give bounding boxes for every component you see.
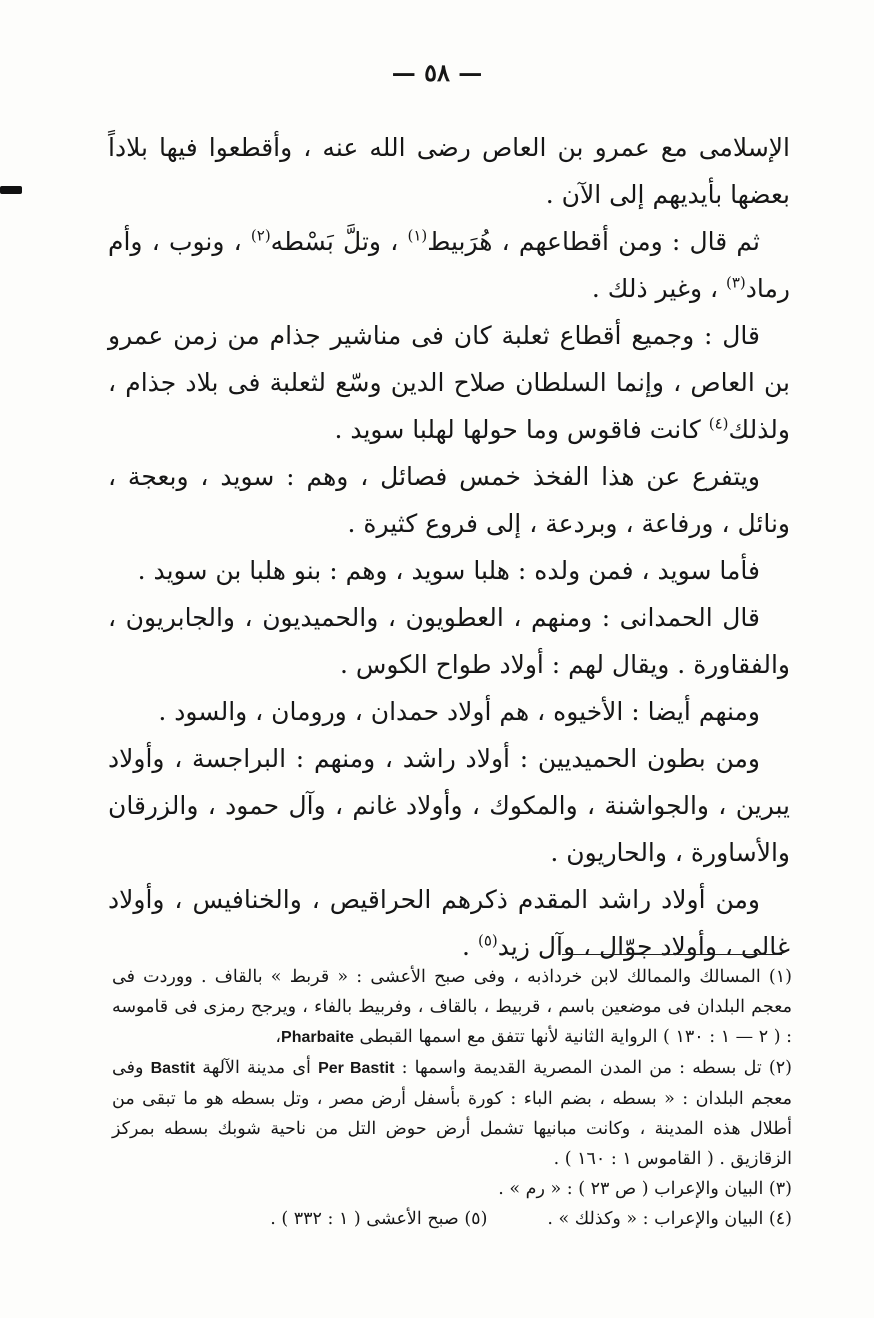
paragraph-3-text-start: قال : وجميع أقطاع ثعلبة كان فى مناشير جذام من زمن عمرو بن العاص ، وإنما السلطان صلاح الدين وسّع لثعلبة فى بلاد جذام ، ولذلك [108, 321, 790, 444]
footnote-2-text-end: وفى معجم البلدان : « بسطه ، بضم الباء : كورة بأسفل أرض مصر ، وتل بسطه هو ما تبقى من أطلال هذه المدينة ، وكانت مبانيها تشمل أرض حوض التل من ناحية شوبك بسطه بمركز الزقازيق . ( القاموس ١ : ١٦٠ ) . [112, 1058, 792, 1169]
paragraph-9-text-start: ومن أولاد راشد المقدم ذكرهم الحراقيص ، والخنافيس ، وأولاد غالى ، وأولاد جوّال ، وآل زيد [108, 885, 790, 961]
paragraph-1: الإسلامى مع عمرو بن العاص رضى الله عنه ، وأقطعوا فيها بلاداً بعضها بأيديهم إلى الآن . [108, 133, 790, 209]
scan-edge-mark [0, 186, 22, 194]
paragraph-8: ومن بطون الحميديين : أولاد راشد ، ومنهم : البراجسة ، وأولاد يبرين ، والجواشنة ، والمكوك ، وأولاد غانم ، وآل حمود ، والزرقان والأساورة ، والحاريون . [108, 744, 790, 867]
footnote-5: (٥) صبح الأعشى ( ١ : ٣٣٢ ) . [270, 1209, 488, 1229]
paragraph-3-text-end: كانت فاقوس وما حولها لهلبا سويد . [334, 415, 709, 444]
footnotes [112, 962, 792, 1234]
footnote-2 [112, 1053, 792, 1174]
paragraph-9 [108, 876, 790, 970]
footnote-ref-2[interactable]: (٢) [250, 226, 271, 245]
footnote-row-4-5 [112, 1204, 792, 1234]
footnote-1-latin: Pharbaite [281, 1029, 354, 1046]
footnote-2-latin-1: Per Bastit [318, 1060, 395, 1077]
footnote-2-text-start: (٢) تل بسطه : من المدن المصرية القديمة واسمها : [401, 1058, 792, 1078]
footnote-ref-4[interactable]: (٤) [708, 414, 729, 433]
footnote-ref-1[interactable]: (١) [407, 226, 428, 245]
paragraph-2 [108, 218, 790, 312]
footnote-4: (٤) البيان والإعراب : « وكذلك » . [547, 1209, 792, 1229]
footnote-2-latin-2: Bastit [150, 1060, 196, 1077]
paragraph-4: ويتفرع عن هذا الفخذ خمس فصائل ، وهم : سويد ، وبعجة ، ونائل ، ورفاعة ، وبردعة ، إلى فروع كثيرة . [108, 462, 790, 538]
paragraph-2-text-end: ، وغير ذلك . [591, 274, 726, 303]
paragraph-2-text-start: ثم قال : ومن أقطاعهم ، هُرَبيط [427, 227, 761, 256]
paragraph-9-text-end: . [462, 932, 478, 961]
page-number: — ٥٨ — [391, 58, 483, 87]
footnote-1: (١) المسالك والممالك لابن خرداذبه ، وفى صبح الأعشى : « قربط » بالقاف . ووردت فى معجم البلدان فى موضعين باسم ، قربيط ، بالقاف ، وفربيط بالفاء ، ويرجح رمزى فى قاموسه : ( ٢ — ١ : ١٣٠ ) الرواية الثانية لأنها تتفق مع اسمها القبطى Pharbaite، [112, 967, 792, 1047]
paragraph-5: فأما سويد ، فمن ولده : هلبا سويد ، وهم : بنو هلبا بن سويد . [137, 556, 760, 585]
footnote-3: (٣) البيان والإعراب ( ص ٢٣ ) : « رم » . [498, 1179, 792, 1199]
footnote-separator [562, 954, 782, 955]
paragraph-6: قال الحمدانى : ومنهم ، العطويون ، والحميديون ، والجابريون ، والفقاورة . ويقال لهم : أولاد طواح الكوس . [108, 603, 790, 679]
footnote-1-text: (١) المسالك والممالك لابن خرداذبه ، وفى صبح الأعشى : « قربط » بالقاف . ووردت فى معجم البلدان فى موضعين باسم ، قربيط ، بالقاف ، وفربيط بالفاء ، ويرجح رمزى فى قاموسه : ( ٢ — ١ : ١٣٠ ) الرواية الثانية لأنها تتفق مع اسمها القبطى [112, 967, 792, 1047]
footnote-ref-3[interactable]: (٣) [726, 273, 746, 292]
footnote-ref-5[interactable]: (٥) [477, 931, 498, 950]
paragraph-2-text-mid1: ، وتلَّ بَسْطه [270, 227, 408, 256]
paragraph-2-text-mid2: ، ونوب ، وأم رماد [108, 227, 790, 303]
paragraph-3 [108, 312, 790, 453]
footnote-2-text-mid: أى مدينة الآلهة [202, 1058, 311, 1078]
main-text [108, 124, 790, 970]
paragraph-7: ومنهم أيضا : الأخيوه ، هم أولاد حمدان ، ورومان ، والسود . [158, 697, 760, 726]
